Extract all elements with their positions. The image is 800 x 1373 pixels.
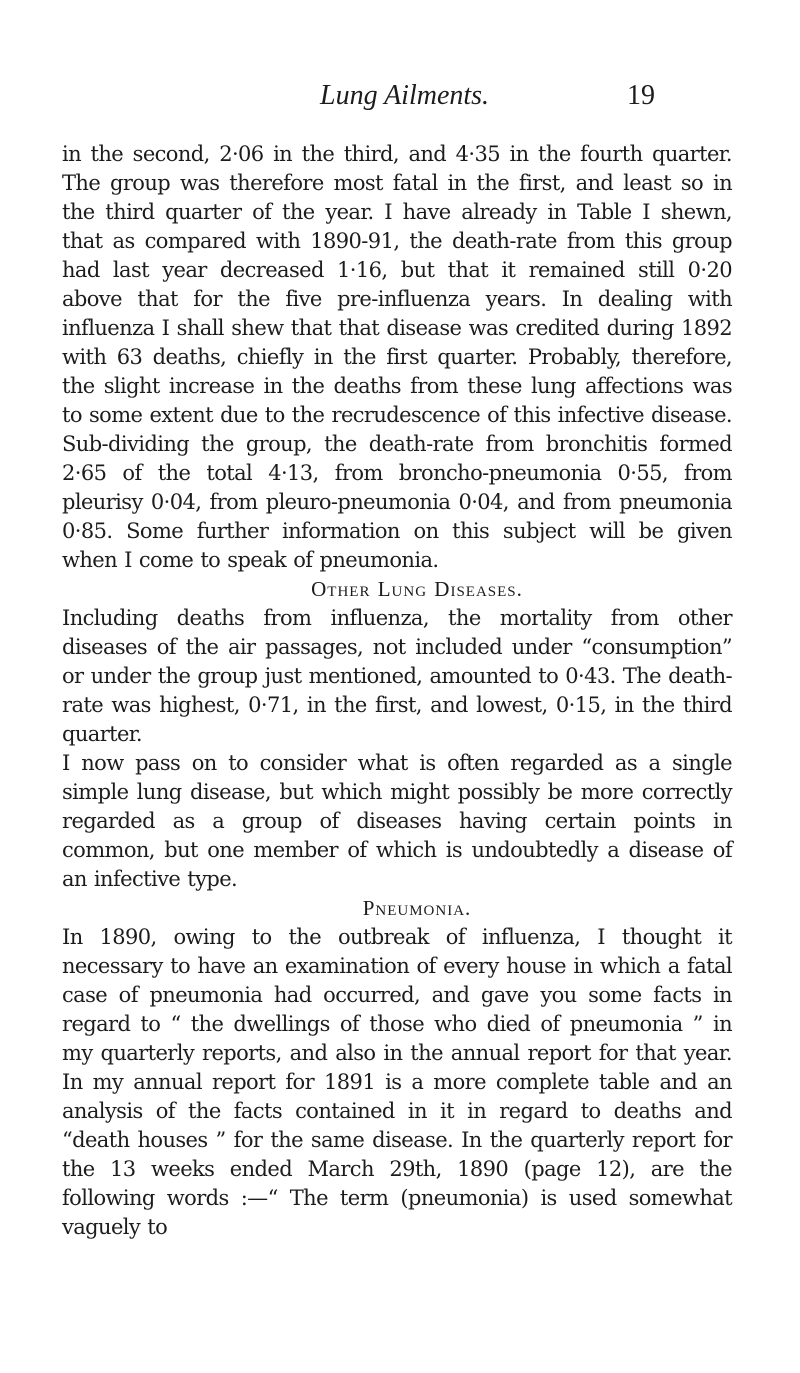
section-heading-other-lung-diseases: Other Lung Diseases. <box>311 577 523 601</box>
paragraph-lung-group-summary: in the second, 2·06 in the third, and 4·35 in the fourth quarter. The group was therefore most fatal in the first, and least so in the third quarter of the year. I have already in Table I shewn, that as compared with 1890-91, the death-rate from this group had last year decreased 1·16, but that it remained still 0·20 above that for the five pre-influenza years. In dealing with influenza I shall shew that that disease was credited during 1892 with 63 deaths, chiefly in the first quarter. Probably, therefore, the slight increase in the deaths from these lung affections was to some extent due to the recrudescence of this infective disease. Sub-dividing the group, the death-rate from bronchitis formed 2·65 of the total 4·13, from broncho-pneumonia 0·55, from pleurisy 0·04, from pleuro-pneumonia 0·04, and from pneumonia 0·85. Some further information on this subject will be given when I come to speak of pneumonia. <box>62 142 732 572</box>
body-text <box>62 140 732 1242</box>
paragraph-transition: I now pass on to consider what is often regarded as a single simple lung disease, but which might possibly be more correctly regarded as a group of diseases having certain points in common, but one member of which is undoubtedly a disease of an infective type. <box>62 751 732 891</box>
paragraph-other-lung-diseases: Including deaths from influenza, the mortality from other diseases of the air passages, not included under “consumption” or under the group just mentioned, amounted to 0·43. The death-rate was highest, 0·71, in the first, and lowest, 0·15, in the third quarter. <box>62 606 732 746</box>
section-heading-pneumonia: Pneumonia. <box>362 896 472 920</box>
paragraph-pneumonia: In 1890, owing to the outbreak of influenza, I thought it necessary to have an examination of every house in which a fatal case of pneumonia had occurred, and gave you some facts in regard to “ the dwellings of those who died of pneumonia ” in my quarterly reports, and also in the annual report for that year. In my annual report for 1891 is a more complete table and an analysis of the facts contained in it in regard to deaths and “death houses ” for the same disease. In the quarterly report for the 13 weeks ended March 29th, 1890 (page 12), are the following words :—“ The term (pneumonia) is used somewhat vaguely to <box>62 925 732 1239</box>
page-number: 19 <box>627 80 655 111</box>
running-head-title: Lung Ailments. <box>320 80 490 111</box>
